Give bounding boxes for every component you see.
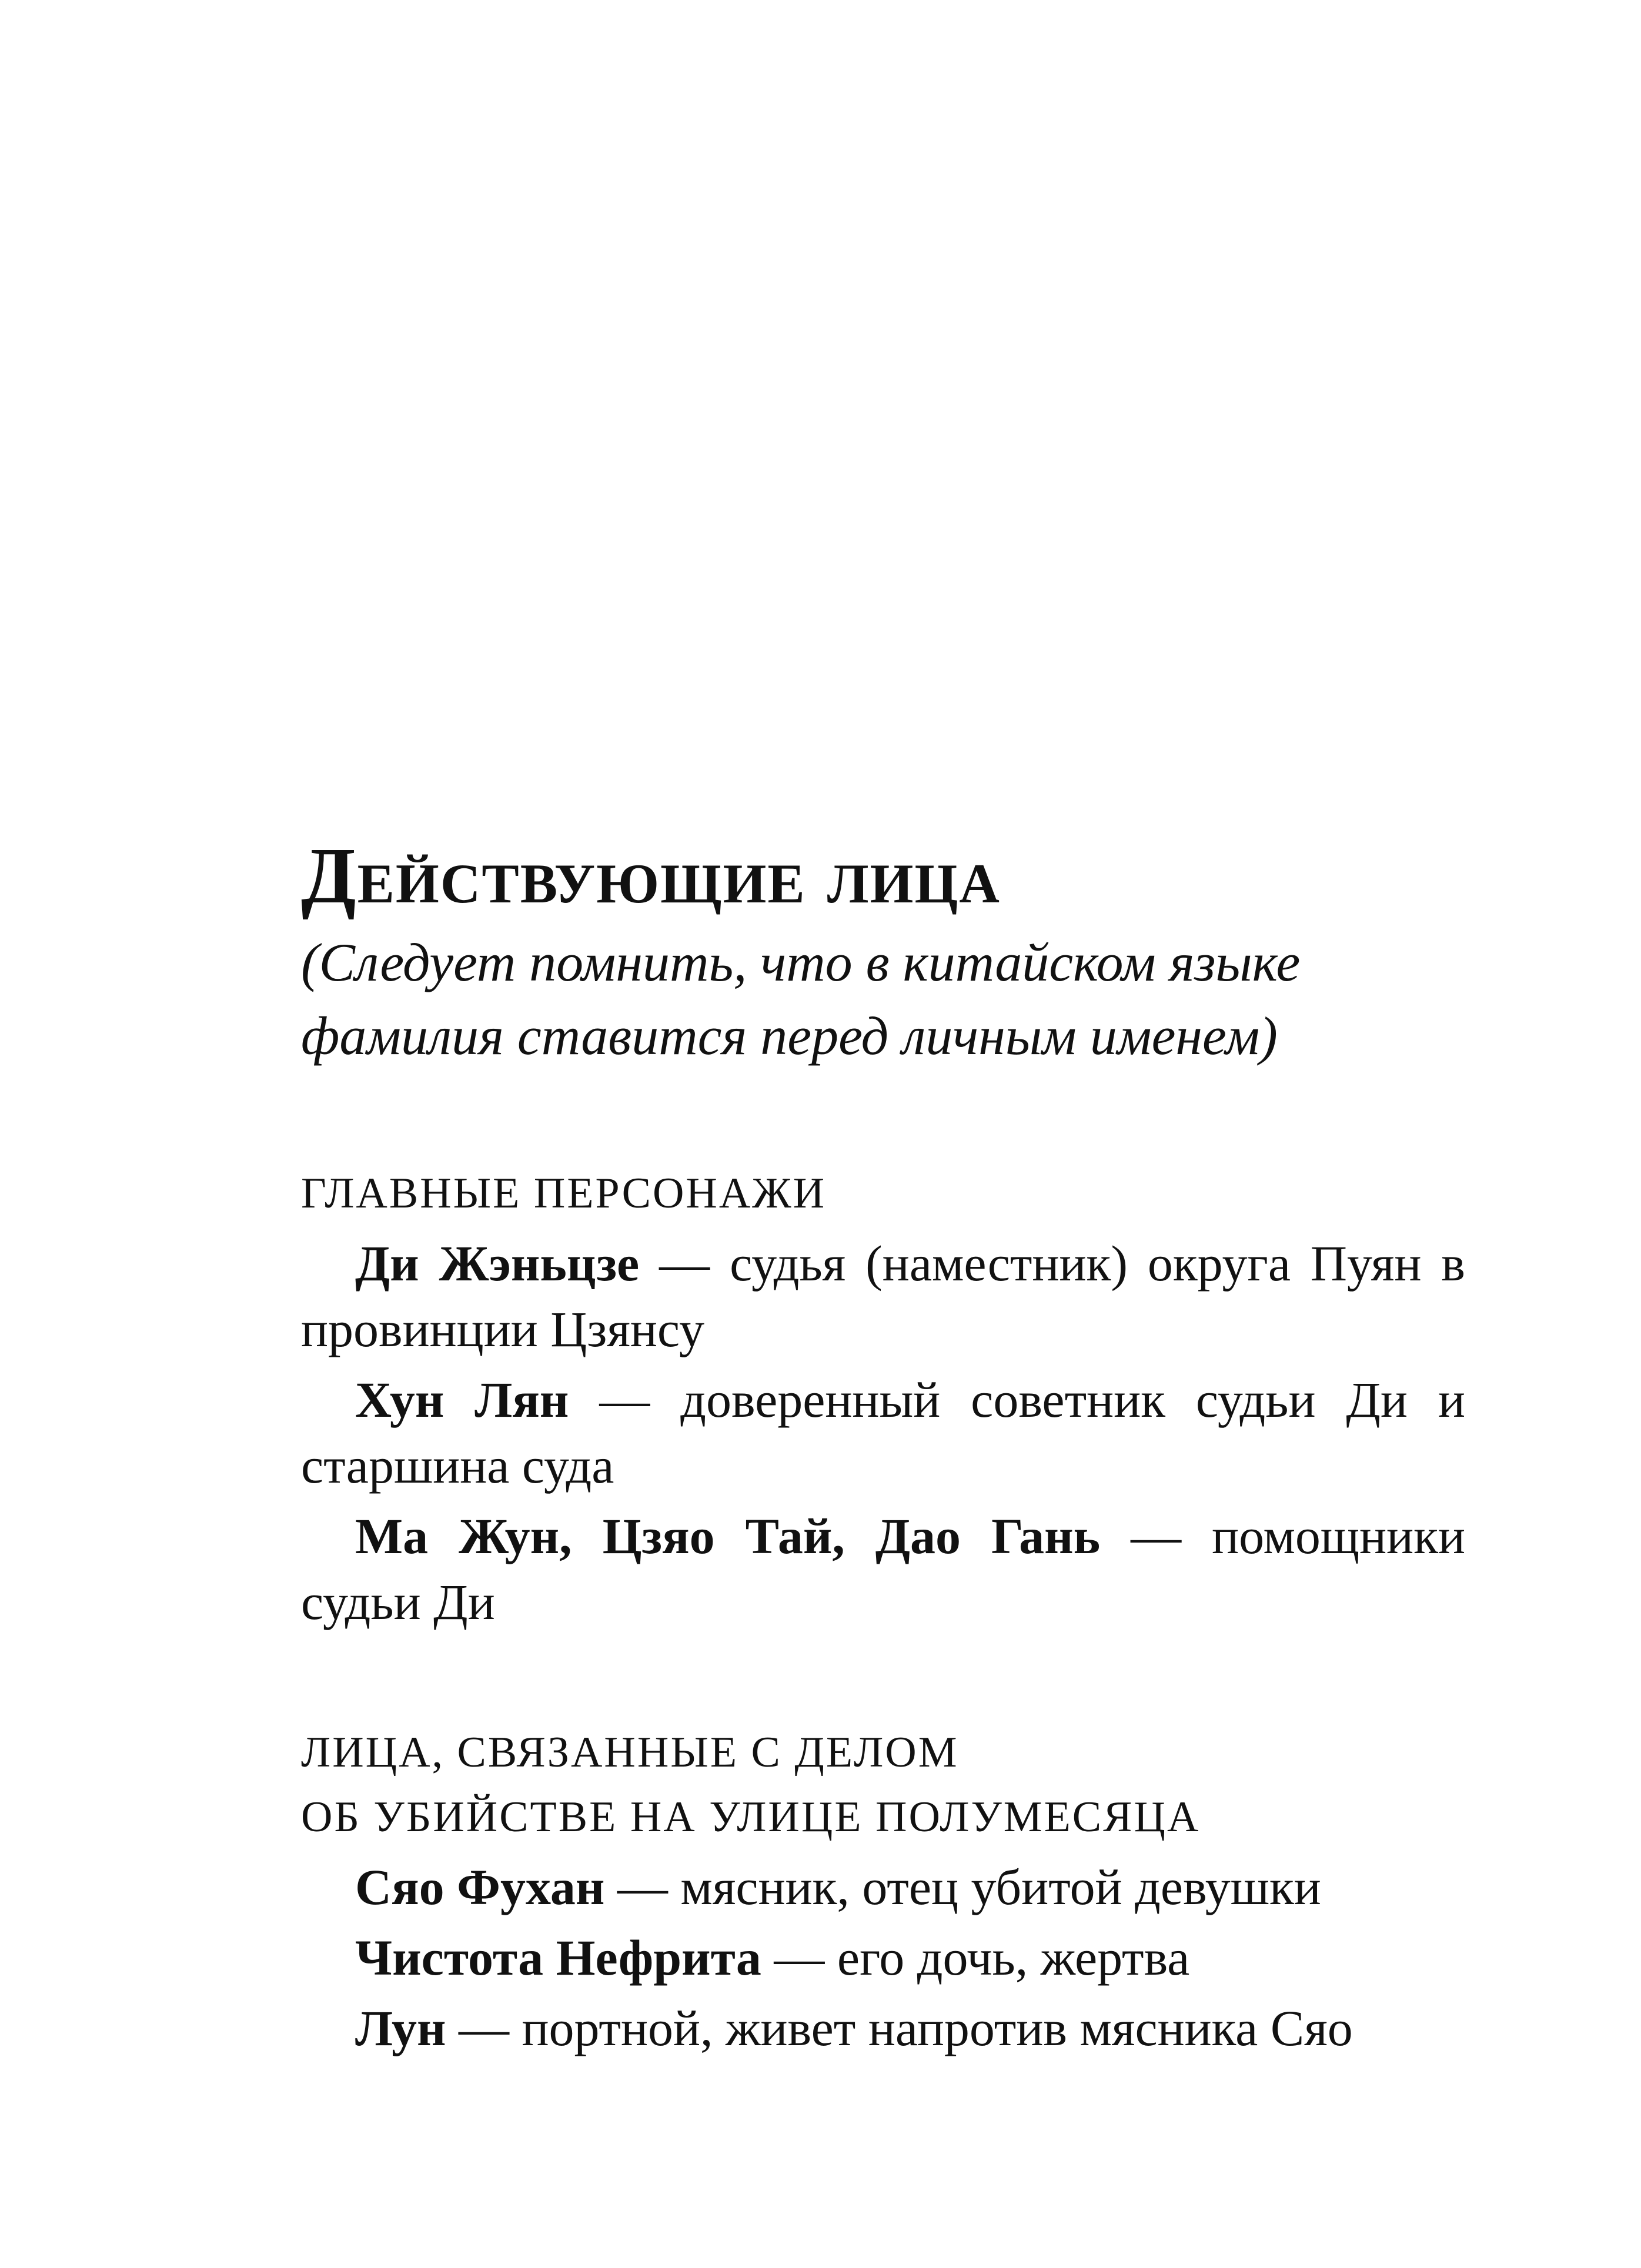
character-name: Лун xyxy=(355,2000,446,2056)
character-entry xyxy=(301,1230,1465,1362)
section-main-characters xyxy=(301,1161,1465,1635)
character-name: Чистота Нефрита xyxy=(355,1929,761,1986)
page-title: Действующие лица xyxy=(301,832,1001,920)
character-description: — судья (наместник) округа Пуян в провинции Цзянсу xyxy=(301,1235,1466,1357)
character-name: Хун Лян xyxy=(355,1371,569,1428)
section-heading xyxy=(301,1161,1465,1226)
section-heading-line: ЛИЦА, СВЯЗАННЫЕ С ДЕЛОМ xyxy=(301,1728,959,1777)
page-content xyxy=(301,832,1465,2061)
character-entry xyxy=(301,1503,1465,1635)
character-name: Ма Жун, Цзяо Тай, Дао Гань xyxy=(355,1508,1101,1564)
page-subtitle: (Следует помнить, что в китайском языке фамилия ставится перед личным именем) xyxy=(301,932,1301,1066)
character-description: — портной, живет напротив мясника Сяо xyxy=(446,2000,1353,2056)
character-entry xyxy=(301,1854,1465,1920)
character-entry xyxy=(301,1367,1465,1498)
character-description: — его дочь, жертва xyxy=(761,1929,1190,1986)
character-description: — доверенный советник судьи Ди и старшина суда xyxy=(301,1371,1465,1494)
section-heading-line: ГЛАВНЫЕ ПЕРСОНАЖИ xyxy=(301,1169,827,1217)
character-description: — мясник, отец убитой девушки xyxy=(604,1859,1321,1915)
character-description: — помощники судьи Ди xyxy=(301,1508,1465,1630)
character-entry xyxy=(301,1995,1465,2061)
character-name: Сяо Фухан xyxy=(355,1859,605,1915)
character-name: Ди Жэньцзе xyxy=(355,1235,640,1292)
section-heading-line: ОБ УБИЙСТВЕ НА УЛИЦЕ ПОЛУМЕСЯЦА xyxy=(301,1793,1201,1841)
section-heading xyxy=(301,1720,1465,1849)
section-crescent-street-case xyxy=(301,1720,1465,2061)
character-entry xyxy=(301,1925,1465,1991)
